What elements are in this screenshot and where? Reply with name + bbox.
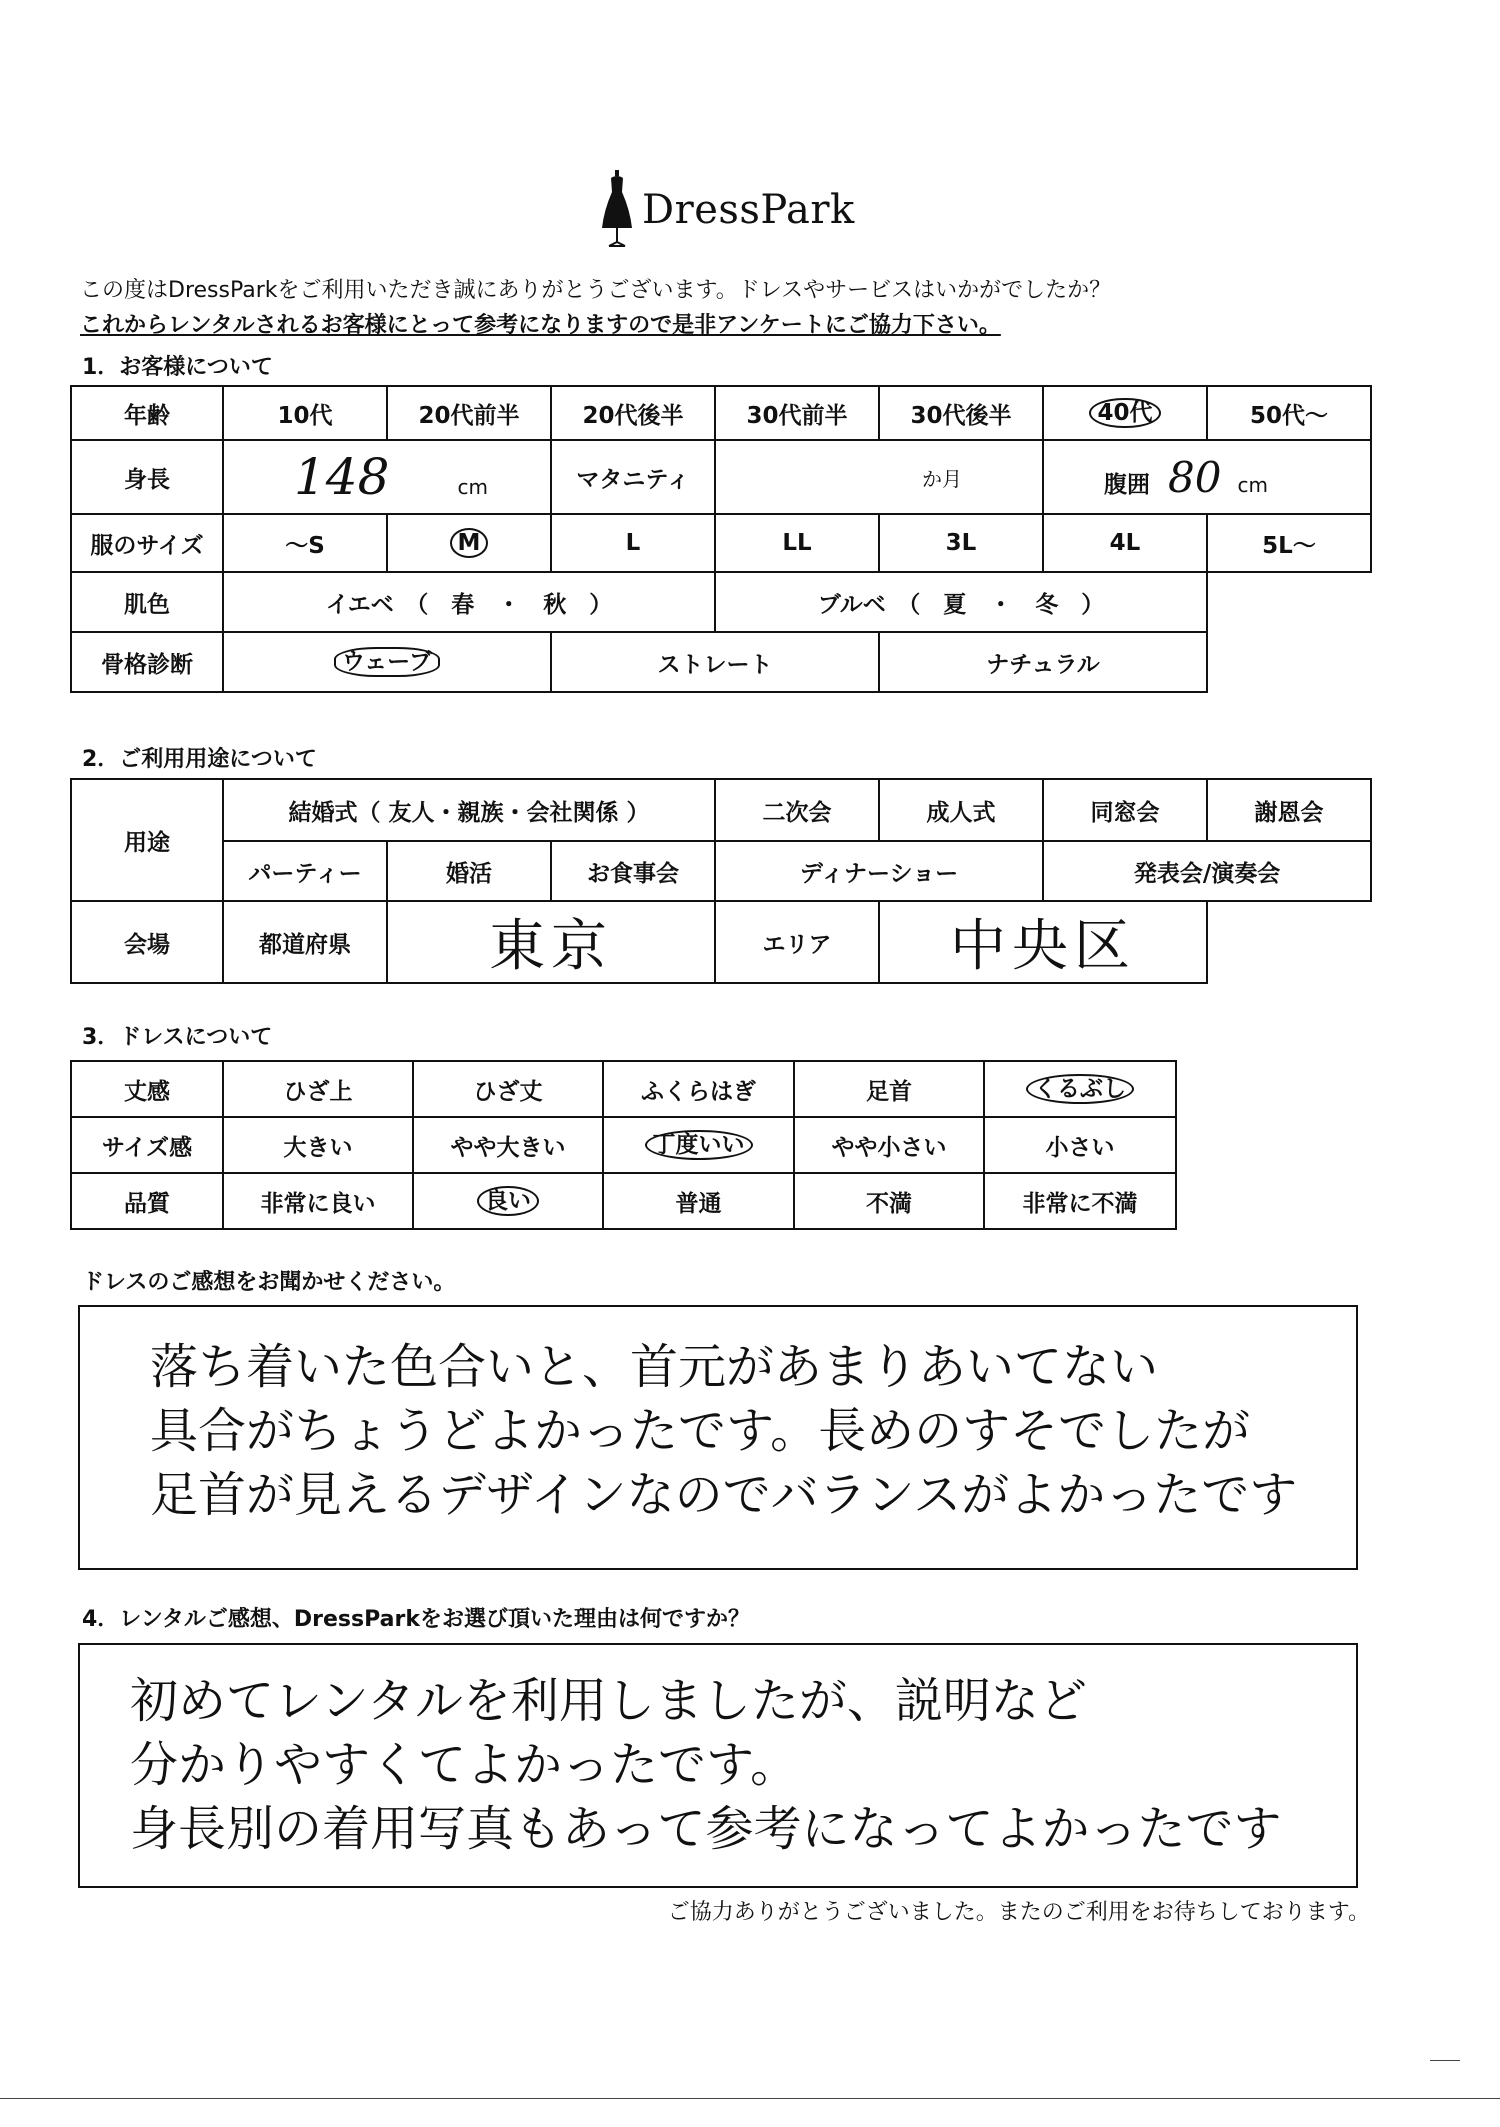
prefecture-label: 都道府県 <box>223 901 387 983</box>
length-row <box>71 1061 1176 1117</box>
quality-option[interactable]: 非常に不満 <box>984 1173 1176 1229</box>
height-value: 148 <box>294 448 390 506</box>
purpose-table <box>70 778 1372 984</box>
skin-row <box>71 572 1371 632</box>
fit-option[interactable]: やや大きい <box>413 1117 603 1173</box>
brand-logo <box>600 165 855 255</box>
thanks-note: ご協力ありがとうございました。またのご利用をお待ちしております。 <box>667 1900 1370 1925</box>
quality-option[interactable]: 普通 <box>603 1173 794 1229</box>
purpose-option[interactable]: ディナーショー <box>715 841 1043 901</box>
impressions-line: 具合がちょうどよかったです。長めのすそでしたが <box>150 1403 1251 1459</box>
size-label: 服のサイズ <box>71 514 223 572</box>
area-value: 中央区 <box>950 914 1137 979</box>
age-option-selected[interactable] <box>1043 386 1207 440</box>
age-option[interactable]: 20代後半 <box>551 386 715 440</box>
quality-option[interactable]: 非常に良い <box>223 1173 413 1229</box>
skin-blue-option[interactable]: ブルベ （ 夏 ・ 冬 ） <box>715 572 1207 632</box>
area-label: エリア <box>715 901 879 983</box>
impressions-line: 足首が見えるデザインなのでバランスがよかったです <box>150 1467 1298 1523</box>
venue-label: 会場 <box>71 901 223 983</box>
scan-edge-line <box>0 2098 1500 2099</box>
waist-value: 80 <box>1168 452 1222 502</box>
length-selected-circle: くるぶし <box>1026 1074 1134 1104</box>
section1-title: 1．お客様について <box>82 355 273 380</box>
size-option[interactable]: L <box>551 514 715 572</box>
frame-option-selected[interactable] <box>223 632 551 692</box>
fit-label: サイズ感 <box>71 1117 223 1173</box>
size-option[interactable]: 3L <box>879 514 1043 572</box>
customer-table <box>70 385 1372 693</box>
length-option-selected[interactable] <box>984 1061 1176 1117</box>
maternity-field[interactable] <box>715 440 1043 514</box>
waist-label: 腹囲 <box>1104 471 1150 498</box>
purpose-option[interactable]: 婚活 <box>387 841 551 901</box>
section4-line: 身長別の着用写真もあって参考になってよかったです <box>130 1801 1282 1857</box>
venue-row <box>71 901 1371 983</box>
quality-row <box>71 1173 1176 1229</box>
age-label: 年齢 <box>71 386 223 440</box>
fit-option[interactable]: 大きい <box>223 1117 413 1173</box>
size-selected-circle: M <box>450 528 489 558</box>
prefecture-field[interactable] <box>387 901 715 983</box>
frame-option[interactable]: ストレート <box>551 632 879 692</box>
brand-name: DressPark <box>642 187 855 233</box>
section4-title: 4．レンタルご感想、DressParkをお選び頂いた理由は何ですか？ <box>82 1607 750 1632</box>
quality-option[interactable]: 不満 <box>794 1173 984 1229</box>
section4-line: 初めてレンタルを利用しましたが、説明など <box>130 1673 1087 1729</box>
intro-line-2: これからレンタルされるお客様にとって参考になりますので是非アンケートにご協力下さい。 <box>80 313 1001 338</box>
size-option[interactable]: LL <box>715 514 879 572</box>
waist-field[interactable] <box>1043 440 1371 514</box>
impressions-title: ドレスのご感想をお聞かせください。 <box>82 1270 456 1295</box>
prefecture-value: 東京 <box>489 914 613 979</box>
length-option[interactable]: ひざ上 <box>223 1061 413 1117</box>
size-row <box>71 514 1371 572</box>
purpose-wedding[interactable]: 結婚式（ 友人・親族・会社関係 ） <box>223 779 715 841</box>
purpose-row-2 <box>71 841 1371 901</box>
purpose-option[interactable]: 発表会/演奏会 <box>1043 841 1371 901</box>
intro-line-1: この度はDressParkをご利用いただき誠にありがとうございます。ドレスやサービスはいかがでしたか？ <box>80 278 1112 303</box>
frame-row <box>71 632 1371 692</box>
age-option[interactable]: 50代～ <box>1207 386 1371 440</box>
length-label: 丈感 <box>71 1061 223 1117</box>
size-option[interactable]: ～S <box>223 514 387 572</box>
months-unit: か月 <box>922 466 962 491</box>
purpose-option[interactable]: お食事会 <box>551 841 715 901</box>
size-option-selected[interactable] <box>387 514 551 572</box>
fit-option-selected[interactable] <box>603 1117 794 1173</box>
purpose-option[interactable]: 謝恩会 <box>1207 779 1371 841</box>
fit-option[interactable]: やや小さい <box>794 1117 984 1173</box>
height-row <box>71 440 1371 514</box>
impressions-line: 落ち着いた色合いと、首元があまりあいてない <box>150 1339 1159 1395</box>
empty-cell <box>1207 901 1371 983</box>
height-label: 身長 <box>71 440 223 514</box>
purpose-row-1 <box>71 779 1371 841</box>
quality-label: 品質 <box>71 1173 223 1229</box>
size-option[interactable]: 5L～ <box>1207 514 1371 572</box>
purpose-label: 用途 <box>71 779 223 901</box>
skin-label: 肌色 <box>71 572 223 632</box>
age-row <box>71 386 1371 440</box>
quality-option-selected[interactable] <box>413 1173 603 1229</box>
empty-cell <box>1207 632 1371 692</box>
length-option[interactable]: ひざ丈 <box>413 1061 603 1117</box>
section3-title: 3．ドレスについて <box>82 1025 273 1050</box>
age-option[interactable]: 10代 <box>223 386 387 440</box>
maternity-label: マタニティ <box>551 440 715 514</box>
age-selected-circle: 40代 <box>1089 398 1160 428</box>
purpose-option[interactable]: 同窓会 <box>1043 779 1207 841</box>
scan-mark <box>1430 2060 1460 2061</box>
size-option[interactable]: 4L <box>1043 514 1207 572</box>
purpose-option[interactable]: 二次会 <box>715 779 879 841</box>
fit-option[interactable]: 小さい <box>984 1117 1176 1173</box>
purpose-option[interactable]: 成人式 <box>879 779 1043 841</box>
impressions-answer-box[interactable] <box>78 1305 1358 1570</box>
age-option[interactable]: 30代前半 <box>715 386 879 440</box>
dress-mannequin-icon <box>600 170 634 250</box>
length-option[interactable]: ふくらはぎ <box>603 1061 794 1117</box>
dress-table <box>70 1060 1177 1230</box>
length-option[interactable]: 足首 <box>794 1061 984 1117</box>
area-field[interactable] <box>879 901 1207 983</box>
empty-cell <box>1207 572 1371 632</box>
section4-answer-box[interactable] <box>78 1643 1358 1888</box>
frame-label: 骨格診断 <box>71 632 223 692</box>
age-option[interactable]: 20代前半 <box>387 386 551 440</box>
fit-selected-circle: 丁度いい <box>645 1130 753 1160</box>
waist-unit: cm <box>1237 472 1268 497</box>
purpose-option[interactable]: パーティー <box>223 841 387 901</box>
skin-yellow-option[interactable]: イエベ （ 春 ・ 秋 ） <box>223 572 715 632</box>
section4-line: 分かりやすくてよかったです。 <box>130 1737 799 1793</box>
section2-title: 2．ご利用用途について <box>82 747 317 772</box>
age-option[interactable]: 30代後半 <box>879 386 1043 440</box>
frame-selected-circle: ウェーブ <box>334 647 440 677</box>
frame-option[interactable]: ナチュラル <box>879 632 1207 692</box>
height-unit: cm <box>457 475 488 499</box>
fit-row <box>71 1117 1176 1173</box>
height-field[interactable] <box>223 440 551 514</box>
quality-selected-circle: 良い <box>477 1186 539 1216</box>
